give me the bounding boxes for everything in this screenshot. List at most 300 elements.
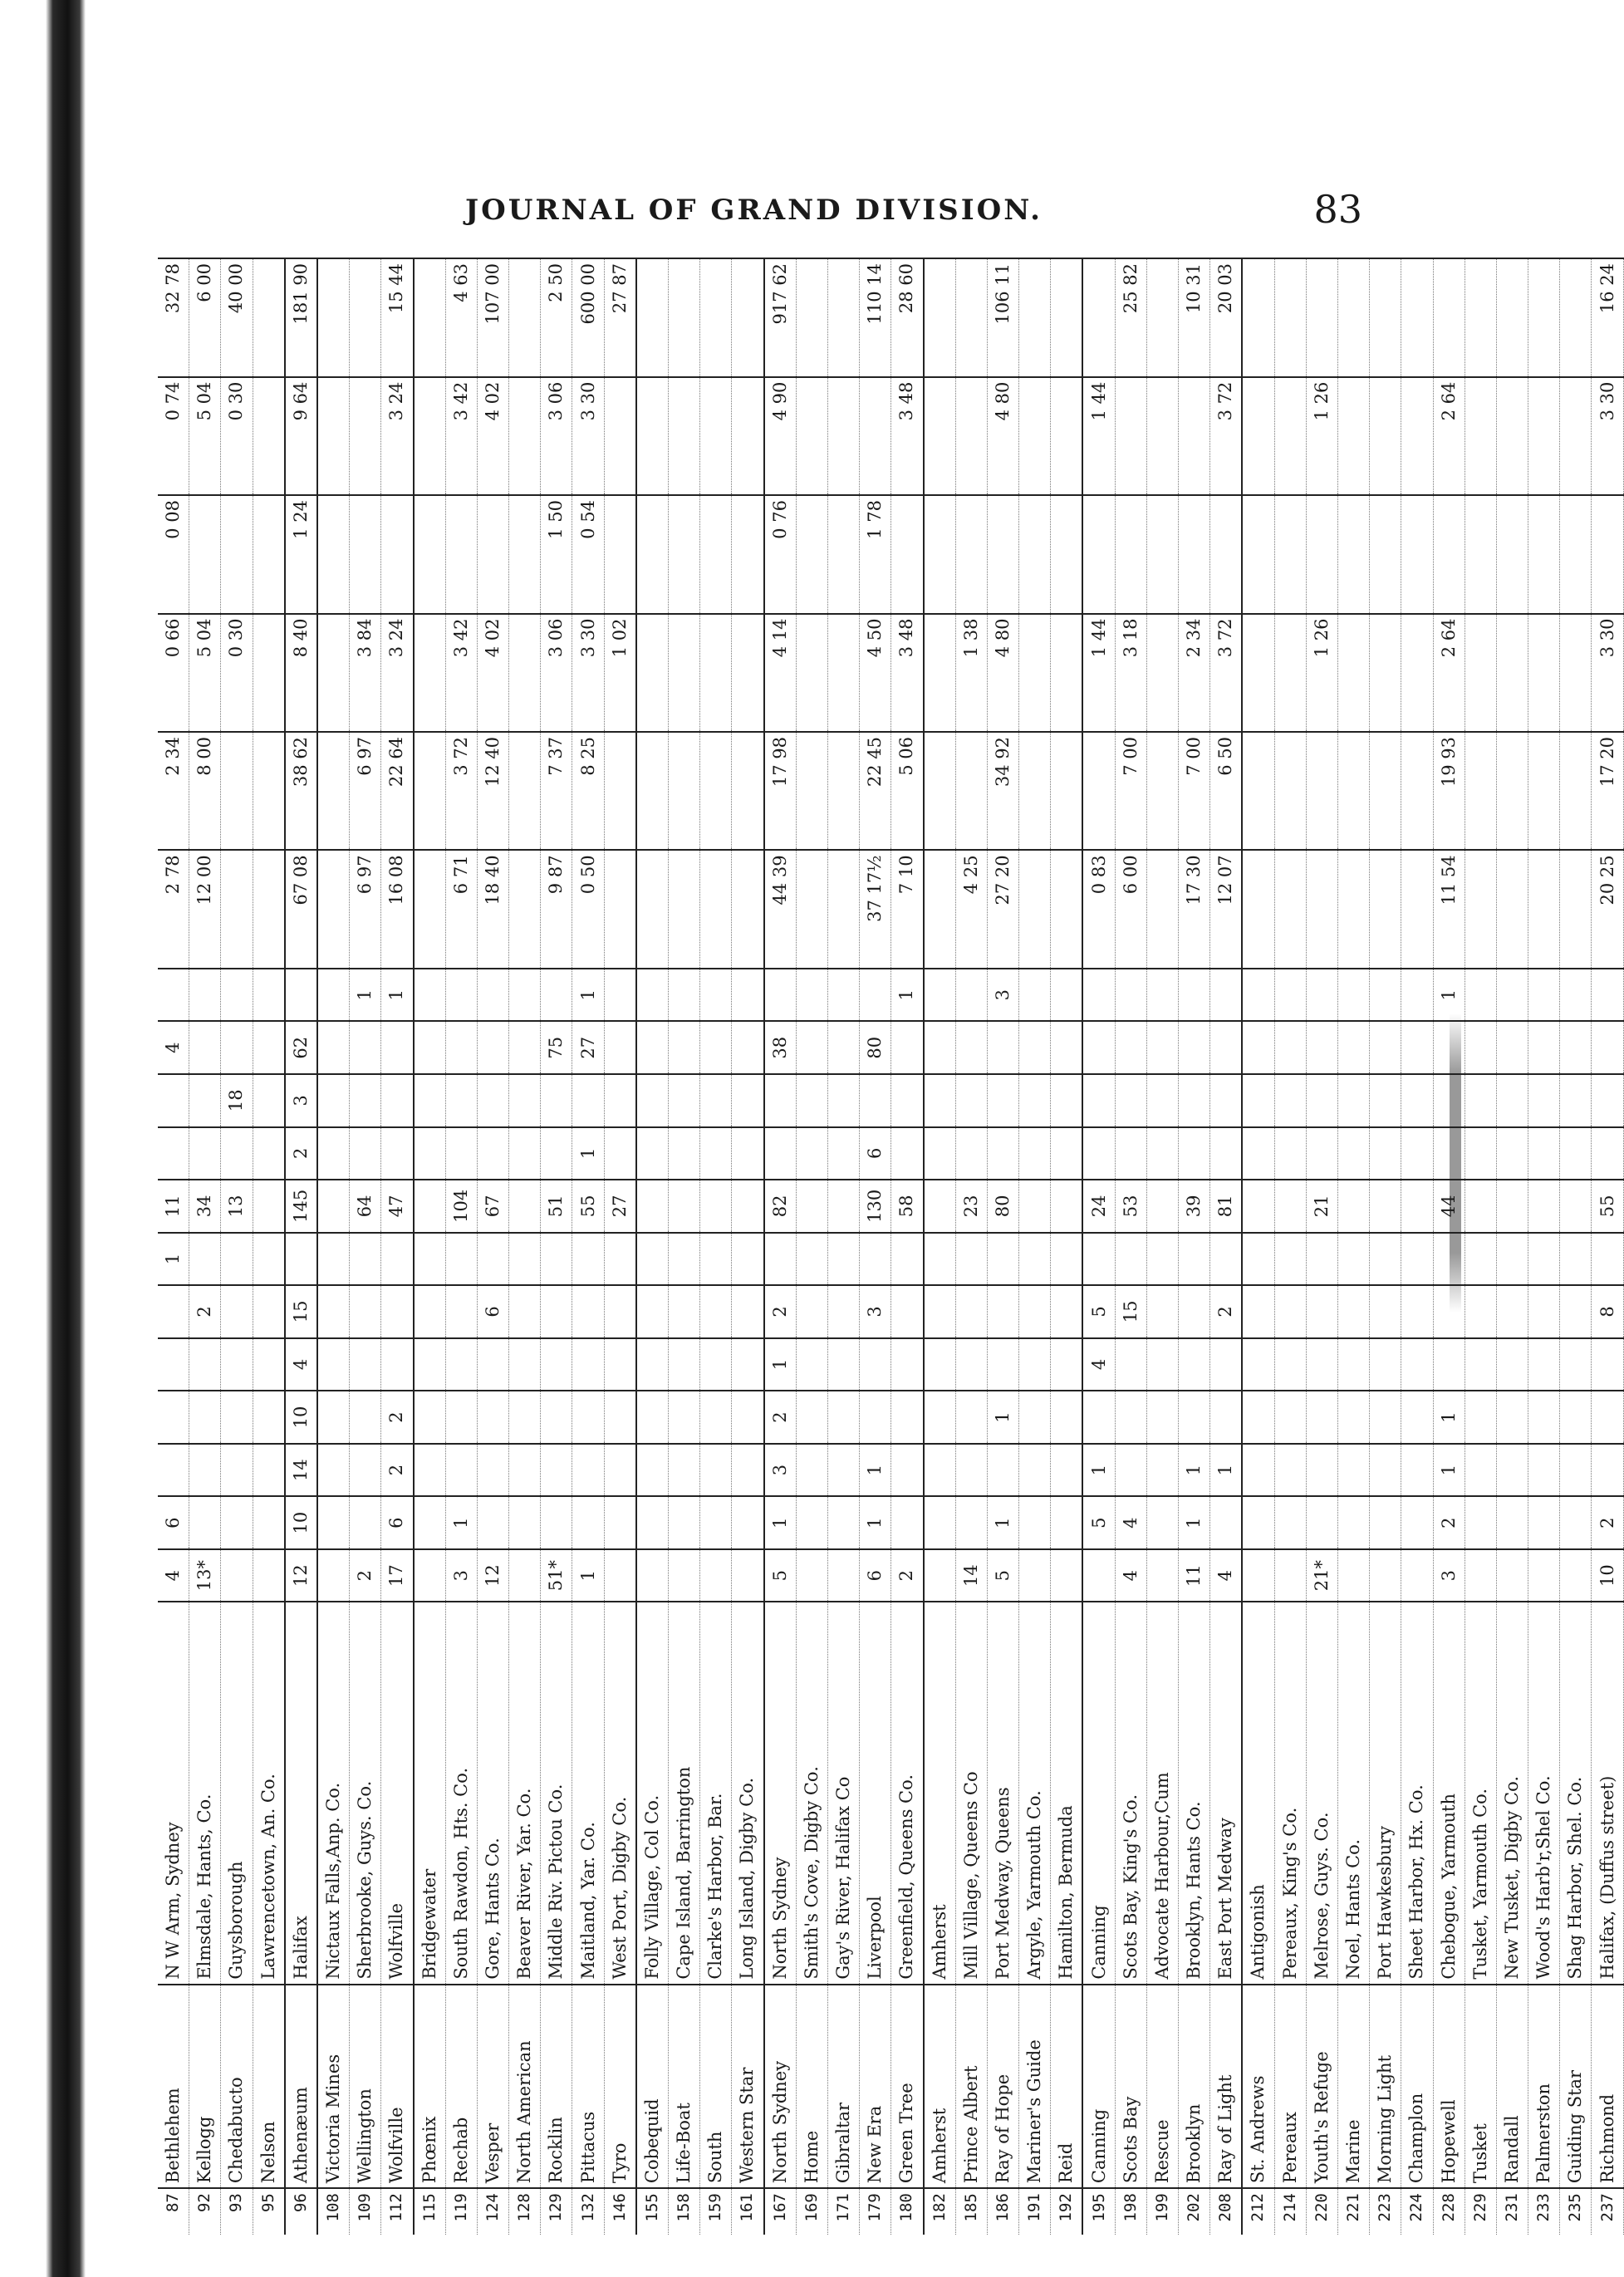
cell-m5: 4 80 <box>987 377 1018 495</box>
cell-c9 <box>1019 1127 1051 1180</box>
cell-m4 <box>669 495 700 613</box>
cell-m2 <box>1465 732 1496 850</box>
cell-c6: 8 <box>1592 1285 1623 1338</box>
cell-c5 <box>1274 1338 1306 1391</box>
cell-division: Guiding Star <box>1560 1985 1592 2188</box>
cell-c10 <box>1337 1074 1369 1127</box>
cell-no: 237 <box>1592 2188 1623 2235</box>
cell-c11 <box>1051 1021 1083 1074</box>
cell-c11 <box>955 1021 987 1074</box>
cell-c9 <box>827 1127 859 1180</box>
cell-c4 <box>1528 1391 1560 1444</box>
cell-c10 <box>253 1074 285 1127</box>
cell-m5 <box>1401 377 1433 495</box>
cell-m3: 3 30 <box>572 614 604 732</box>
cell-m2 <box>1401 732 1433 850</box>
cell-c7 <box>1433 1233 1465 1286</box>
cell-c12 <box>636 969 669 1022</box>
cell-no: 159 <box>700 2188 732 2235</box>
cell-c1: 11 <box>1179 1549 1210 1602</box>
cell-c12 <box>158 969 189 1022</box>
cell-c5 <box>1433 1338 1465 1391</box>
cell-m1: 11 54 <box>1433 850 1465 968</box>
cell-c7 <box>1082 1233 1115 1286</box>
cell-m4 <box>827 495 859 613</box>
cell-c5 <box>1560 1338 1592 1391</box>
cell-c2: 1 <box>987 1496 1018 1549</box>
cell-c10 <box>1370 1074 1401 1127</box>
table-row <box>1210 258 1243 2235</box>
cell-c10 <box>1019 1074 1051 1127</box>
cell-location: Smith's Cove, Digby Co. <box>796 1602 827 1984</box>
cell-c4 <box>669 1391 700 1444</box>
cell-c7 <box>1370 1233 1401 1286</box>
cell-m5 <box>924 377 956 495</box>
cell-c11 <box>604 1021 636 1074</box>
cell-c1 <box>1370 1549 1401 1602</box>
cell-no: 109 <box>350 2188 381 2235</box>
table-row <box>924 258 956 2235</box>
cell-c4 <box>700 1391 732 1444</box>
cell-location: Beaver River, Yar. Co. <box>509 1602 541 1984</box>
cell-c5 <box>189 1338 221 1391</box>
cell-division: Wellington <box>350 1985 381 2188</box>
cell-c11 <box>1528 1021 1560 1074</box>
cell-m2: 22 45 <box>860 732 891 850</box>
cell-c6 <box>1019 1285 1051 1338</box>
table-row <box>1496 258 1528 2235</box>
table-row <box>827 258 859 2235</box>
cell-m3: 0 30 <box>221 614 253 732</box>
cell-m5 <box>700 377 732 495</box>
cell-division: Amherst <box>924 1985 956 2188</box>
cell-c7 <box>1592 1233 1623 1286</box>
cell-c4 <box>572 1391 604 1444</box>
cell-m1 <box>669 850 700 968</box>
cell-c2 <box>1401 1496 1433 1549</box>
cell-division: Vesper <box>477 1985 508 2188</box>
table-row <box>796 258 827 2235</box>
cell-c11 <box>1337 1021 1369 1074</box>
cell-c8: 27 <box>604 1180 636 1233</box>
cell-c5 <box>1146 1338 1178 1391</box>
cell-m3: 4 80 <box>987 614 1018 732</box>
cell-c10 <box>1528 1074 1560 1127</box>
cell-c1: 6 <box>860 1549 891 1602</box>
cell-m1 <box>1465 850 1496 968</box>
cell-m6 <box>1401 258 1433 377</box>
cell-c9: 6 <box>860 1127 891 1180</box>
cell-m3 <box>253 614 285 732</box>
cell-m1: 6 71 <box>445 850 477 968</box>
cell-c2 <box>1465 1496 1496 1549</box>
cell-c5 <box>1465 1338 1496 1391</box>
cell-c3 <box>509 1444 541 1497</box>
cell-m3: 3 24 <box>381 614 414 732</box>
cell-m1: 0 50 <box>572 850 604 968</box>
table-row <box>1433 258 1465 2235</box>
cell-c3 <box>1528 1444 1560 1497</box>
cell-m1: 17 30 <box>1179 850 1210 968</box>
cell-c8: 51 <box>541 1180 572 1233</box>
cell-m4: 1 24 <box>285 495 317 613</box>
cell-c7 <box>414 1233 446 1286</box>
cell-c11 <box>1560 1021 1592 1074</box>
cell-c12 <box>1179 969 1210 1022</box>
cell-c4 <box>1210 1391 1243 1444</box>
cell-m1 <box>1496 850 1528 968</box>
cell-c4 <box>221 1391 253 1444</box>
cell-m6: 27 87 <box>604 258 636 377</box>
cell-c1 <box>1465 1549 1496 1602</box>
cell-c3 <box>924 1444 956 1497</box>
cell-m3 <box>1146 614 1178 732</box>
cell-location: Lawrencetown, An. Co. <box>253 1602 285 1984</box>
cell-m2 <box>1370 732 1401 850</box>
cell-m4 <box>445 495 477 613</box>
cell-division: Western Star <box>732 1985 764 2188</box>
cell-m4 <box>732 495 764 613</box>
cell-c6 <box>1274 1285 1306 1338</box>
table-row <box>1401 258 1433 2235</box>
cell-c4 <box>796 1391 827 1444</box>
cell-c6 <box>732 1285 764 1338</box>
cell-c4 <box>732 1391 764 1444</box>
cell-m1: 67 08 <box>285 850 317 968</box>
cell-c2: 5 <box>1082 1496 1115 1549</box>
cell-location: Halifax <box>285 1602 317 1984</box>
cell-location: Greenfield, Queens Co. <box>891 1602 924 1984</box>
cell-m1 <box>827 850 859 968</box>
cell-c8: 44 <box>1433 1180 1465 1233</box>
cell-m1 <box>1528 850 1560 968</box>
cell-c8: 82 <box>764 1180 797 1233</box>
cell-m2 <box>924 732 956 850</box>
cell-c2: 6 <box>158 1496 189 1549</box>
cell-c4 <box>1560 1391 1592 1444</box>
cell-c7 <box>636 1233 669 1286</box>
cell-c12 <box>1274 969 1306 1022</box>
cell-c11 <box>924 1021 956 1074</box>
cell-c5 <box>1242 1338 1274 1391</box>
cell-c11 <box>636 1021 669 1074</box>
cell-c2 <box>221 1496 253 1549</box>
cell-m2 <box>1560 732 1592 850</box>
cell-division: Tyro <box>604 1985 636 2188</box>
cell-c10 <box>381 1074 414 1127</box>
cell-c6 <box>253 1285 285 1338</box>
cell-division: Champlon <box>1401 1985 1433 2188</box>
cell-c10 <box>1179 1074 1210 1127</box>
cell-no: 108 <box>317 2188 350 2235</box>
cell-c7 <box>669 1233 700 1286</box>
cell-m6 <box>732 258 764 377</box>
cell-c6 <box>350 1285 381 1338</box>
cell-c6 <box>445 1285 477 1338</box>
cell-c3 <box>796 1444 827 1497</box>
cell-m2 <box>1051 732 1083 850</box>
cell-m3: 1 02 <box>604 614 636 732</box>
cell-c5 <box>955 1338 987 1391</box>
cell-c12 <box>955 969 987 1022</box>
cell-c12 <box>1306 969 1337 1022</box>
cell-c5 <box>572 1338 604 1391</box>
cell-c7 <box>1337 1233 1369 1286</box>
cell-m6: 2 50 <box>541 258 572 377</box>
cell-m2 <box>1146 732 1178 850</box>
cell-c5 <box>414 1338 446 1391</box>
cell-c3 <box>1019 1444 1051 1497</box>
cell-c2 <box>669 1496 700 1549</box>
cell-no: 132 <box>572 2188 604 2235</box>
table-row <box>764 258 797 2235</box>
cell-division: Prince Albert <box>955 1985 987 2188</box>
cell-c10 <box>1082 1074 1115 1127</box>
cell-m4 <box>1146 495 1178 613</box>
cell-c1: 21* <box>1306 1549 1337 1602</box>
cell-m2 <box>1274 732 1306 850</box>
cell-division: Ray of Light <box>1210 1985 1243 2188</box>
cell-c1: 5 <box>764 1549 797 1602</box>
cell-location: Long Island, Digby Co. <box>732 1602 764 1984</box>
cell-c6 <box>636 1285 669 1338</box>
cell-m6 <box>669 258 700 377</box>
cell-c7 <box>732 1233 764 1286</box>
cell-m3: 5 04 <box>189 614 221 732</box>
cell-no: 92 <box>189 2188 221 2235</box>
cell-c1: 4 <box>158 1549 189 1602</box>
cell-c2: 1 <box>860 1496 891 1549</box>
cell-c6 <box>1401 1285 1433 1338</box>
cell-division: Victoria Mines <box>317 1985 350 2188</box>
table-row <box>955 258 987 2235</box>
cell-location: Guysborough <box>221 1602 253 1984</box>
cell-c4 <box>414 1391 446 1444</box>
cell-c2: 1 <box>445 1496 477 1549</box>
cell-m6 <box>924 258 956 377</box>
cell-c11 <box>1242 1021 1274 1074</box>
cell-c7 <box>1496 1233 1528 1286</box>
cell-c3: 1 <box>1179 1444 1210 1497</box>
cell-m1: 4 25 <box>955 850 987 968</box>
cell-c5 <box>1051 1338 1083 1391</box>
cell-c4 <box>1370 1391 1401 1444</box>
cell-c2 <box>1560 1496 1592 1549</box>
cell-c5 <box>1306 1338 1337 1391</box>
cell-c7 <box>381 1233 414 1286</box>
cell-c12 <box>1146 969 1178 1022</box>
cell-m3: 3 18 <box>1115 614 1146 732</box>
cell-c4 <box>860 1391 891 1444</box>
cell-location: Amherst <box>924 1602 956 1984</box>
cell-c6 <box>669 1285 700 1338</box>
cell-m4 <box>1082 495 1115 613</box>
cell-c7 <box>1019 1233 1051 1286</box>
cell-c4: 1 <box>1433 1391 1465 1444</box>
cell-m5 <box>350 377 381 495</box>
cell-m6 <box>955 258 987 377</box>
cell-location: Cape Island, Barrington <box>669 1602 700 1984</box>
cell-c10 <box>732 1074 764 1127</box>
cell-division: Pittacus <box>572 1985 604 2188</box>
cell-c9 <box>1560 1127 1592 1180</box>
cell-c3 <box>1146 1444 1178 1497</box>
table-row <box>285 258 317 2235</box>
cell-no: 223 <box>1370 2188 1401 2235</box>
cell-c9 <box>1337 1127 1369 1180</box>
cell-m2 <box>1496 732 1528 850</box>
cell-c2 <box>796 1496 827 1549</box>
cell-c10 <box>189 1074 221 1127</box>
cell-c8 <box>1242 1180 1274 1233</box>
cell-c11 <box>700 1021 732 1074</box>
cell-no: 229 <box>1465 2188 1496 2235</box>
cell-c5 <box>1019 1338 1051 1391</box>
cell-c4 <box>1242 1391 1274 1444</box>
cell-c2 <box>541 1496 572 1549</box>
cell-m5 <box>414 377 446 495</box>
cell-division: Kellogg <box>189 1985 221 2188</box>
cell-c1 <box>317 1549 350 1602</box>
cell-m6: 28 60 <box>891 258 924 377</box>
cell-c1 <box>221 1549 253 1602</box>
cell-m3: 2 64 <box>1433 614 1465 732</box>
cell-division: New Era <box>860 1985 891 2188</box>
cell-c10 <box>541 1074 572 1127</box>
cell-c4 <box>445 1391 477 1444</box>
cell-m4 <box>1115 495 1146 613</box>
cell-c12 <box>285 969 317 1022</box>
cell-c7 <box>221 1233 253 1286</box>
cell-c5 <box>350 1338 381 1391</box>
cell-c7 <box>1274 1233 1306 1286</box>
cell-c7 <box>1242 1233 1274 1286</box>
cell-c1: 13* <box>189 1549 221 1602</box>
cell-no: 124 <box>477 2188 508 2235</box>
cell-no: 115 <box>414 2188 446 2235</box>
cell-no: 87 <box>158 2188 189 2235</box>
cell-c6: 15 <box>285 1285 317 1338</box>
cell-c11 <box>317 1021 350 1074</box>
cell-c1: 5 <box>987 1549 1018 1602</box>
cell-c11: 62 <box>285 1021 317 1074</box>
cell-c2 <box>350 1496 381 1549</box>
cell-c5 <box>1179 1338 1210 1391</box>
cell-c6 <box>796 1285 827 1338</box>
cell-division: St. Andrews <box>1242 1985 1274 2188</box>
cell-m2: 3 72 <box>445 732 477 850</box>
cell-c5: 4 <box>1082 1338 1115 1391</box>
cell-c9 <box>1146 1127 1178 1180</box>
cell-no: 119 <box>445 2188 477 2235</box>
cell-c4 <box>1051 1391 1083 1444</box>
cell-c6: 2 <box>1210 1285 1243 1338</box>
cell-c10 <box>158 1074 189 1127</box>
table-row <box>1528 258 1560 2235</box>
cell-c4 <box>1179 1391 1210 1444</box>
cell-c9 <box>955 1127 987 1180</box>
cell-m3 <box>414 614 446 732</box>
cell-m5: 3 30 <box>572 377 604 495</box>
cell-division: Rechab <box>445 1985 477 2188</box>
cell-division: Tusket <box>1465 1985 1496 2188</box>
table-row <box>1465 258 1496 2235</box>
cell-c1 <box>1051 1549 1083 1602</box>
cell-c5 <box>445 1338 477 1391</box>
cell-location: East Port Medway <box>1210 1602 1243 1984</box>
cell-c8 <box>1019 1180 1051 1233</box>
table-row <box>891 258 924 2235</box>
cell-m2: 2 34 <box>158 732 189 850</box>
cell-c2 <box>732 1496 764 1549</box>
cell-no: 167 <box>764 2188 797 2235</box>
cell-c5 <box>891 1338 924 1391</box>
cell-m4 <box>477 495 508 613</box>
cell-m2 <box>1528 732 1560 850</box>
cell-c12: 1 <box>381 969 414 1022</box>
cell-c4 <box>955 1391 987 1444</box>
cell-c7 <box>1306 1233 1337 1286</box>
cell-m6: 107 00 <box>477 258 508 377</box>
cell-m5: 3 30 <box>1592 377 1623 495</box>
cell-m1 <box>221 850 253 968</box>
cell-division: Pereaux <box>1274 1985 1306 2188</box>
cell-m6 <box>253 258 285 377</box>
cell-c10 <box>924 1074 956 1127</box>
cell-c5 <box>796 1338 827 1391</box>
cell-division: Richmond <box>1592 1985 1623 2188</box>
cell-c10 <box>827 1074 859 1127</box>
cell-location: Argyle, Yarmouth Co. <box>1019 1602 1051 1984</box>
cell-m6: 110 14 <box>860 258 891 377</box>
cell-c5 <box>253 1338 285 1391</box>
cell-no: 155 <box>636 2188 669 2235</box>
cell-c3 <box>1496 1444 1528 1497</box>
cell-c3: 14 <box>285 1444 317 1497</box>
cell-m5 <box>1115 377 1146 495</box>
cell-c7 <box>350 1233 381 1286</box>
cell-c8 <box>1496 1180 1528 1233</box>
cell-location: Antigonish <box>1242 1602 1274 1984</box>
cell-c6: 3 <box>860 1285 891 1338</box>
cell-location: Port Hawkesbury <box>1370 1602 1401 1984</box>
cell-c5 <box>541 1338 572 1391</box>
cell-location: Brooklyn, Hants Co. <box>1179 1602 1210 1984</box>
cell-c1: 2 <box>891 1549 924 1602</box>
cell-no: 96 <box>285 2188 317 2235</box>
cell-m2: 12 40 <box>477 732 508 850</box>
cell-no: 180 <box>891 2188 924 2235</box>
cell-m6 <box>1019 258 1051 377</box>
cell-m6 <box>1496 258 1528 377</box>
cell-no: 224 <box>1401 2188 1433 2235</box>
cell-c2 <box>414 1496 446 1549</box>
table-row <box>669 258 700 2235</box>
cell-location: Pereaux, King's Co. <box>1274 1602 1306 1984</box>
cell-m6 <box>1146 258 1178 377</box>
cell-c8 <box>732 1180 764 1233</box>
cell-c4 <box>509 1391 541 1444</box>
cell-location: Wood's Harb'r,Shel Co. <box>1528 1602 1560 1984</box>
cell-c7 <box>541 1233 572 1286</box>
cell-c11 <box>1274 1021 1306 1074</box>
cell-c8 <box>1274 1180 1306 1233</box>
divisions-table-body <box>158 258 1623 2235</box>
cell-c2 <box>1242 1496 1274 1549</box>
cell-c6 <box>1433 1285 1465 1338</box>
cell-c11: 38 <box>764 1021 797 1074</box>
cell-c8: 24 <box>1082 1180 1115 1233</box>
